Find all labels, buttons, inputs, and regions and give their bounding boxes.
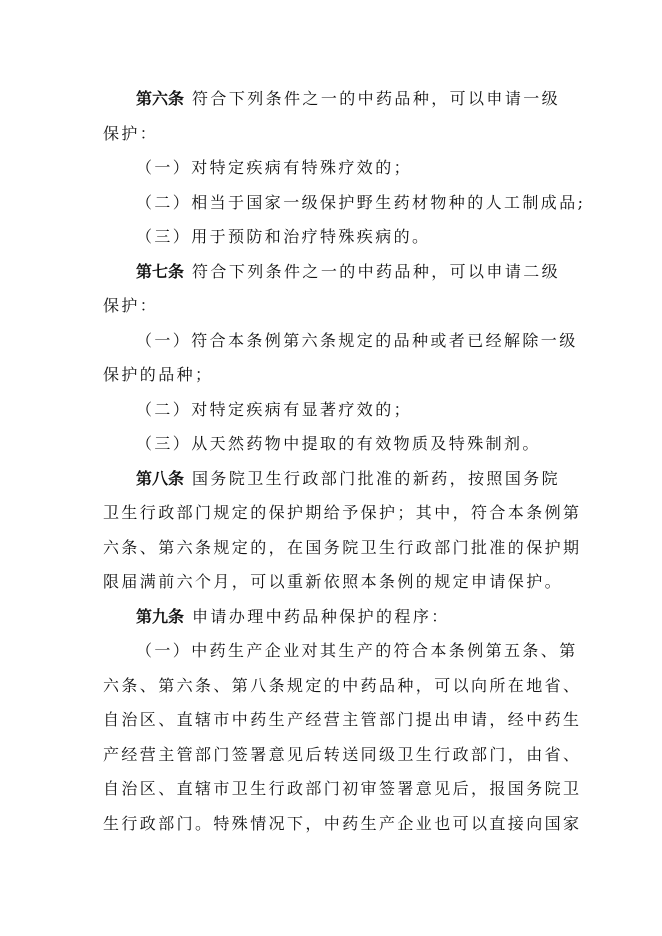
document-line bbox=[103, 600, 563, 635]
article-heading: 第八条 bbox=[136, 468, 185, 488]
line-text: （三）用于预防和治疗特殊疾病的。 bbox=[136, 227, 431, 246]
line-text: （一）对特定疾病有特殊疗效的； bbox=[136, 158, 413, 177]
line-text: 产经营主管部门签署意见后转送同级卫生行政部门，由省、 bbox=[103, 744, 582, 764]
document-line bbox=[103, 772, 582, 807]
article-heading: 第六条 bbox=[136, 89, 185, 108]
document-line bbox=[103, 324, 578, 359]
line-text: 申请办理中药品种保护的程序： bbox=[192, 606, 450, 626]
line-text: 六条、第六条规定的，在国务院卫生行政部门批准的保护期 bbox=[103, 537, 582, 557]
article-heading: 第九条 bbox=[136, 606, 185, 626]
line-text: 限届满前六个月，可以重新依照本条例的规定申请保护。 bbox=[103, 572, 564, 591]
document-line bbox=[103, 151, 563, 186]
line-text: （三）从天然药物中提取的有效物质及特殊制剂。 bbox=[136, 434, 541, 453]
document-line bbox=[103, 186, 586, 221]
document-line bbox=[103, 358, 563, 393]
document-line bbox=[103, 738, 582, 773]
line-text: 自治区、直辖市卫生行政部门初审签署意见后，报国务院卫 bbox=[103, 779, 582, 798]
line-text: 符合下列条件之一的中药品种，可以申请一级 bbox=[192, 89, 561, 108]
line-text: 六条、第六条、第八条规定的中药品种，可以向所在地省、 bbox=[103, 675, 582, 695]
document-line bbox=[103, 220, 563, 255]
line-text: （二）相当于国家一级保护野生药材物种的人工制成品; bbox=[136, 192, 586, 212]
document-line bbox=[103, 117, 563, 152]
line-text: 国务院卫生行政部门批准的新药，按照国务院 bbox=[192, 468, 561, 488]
document-line bbox=[103, 565, 563, 600]
line-text: （一）符合本条例第六条规定的品种或者已经解除一级 bbox=[136, 330, 578, 350]
document-line bbox=[103, 255, 563, 290]
line-text: 保护： bbox=[103, 123, 159, 143]
document-line bbox=[103, 703, 582, 738]
document-line bbox=[103, 496, 582, 531]
document-line bbox=[103, 393, 563, 428]
line-text: （一）中药生产企业对其生产的符合本条例第五条、第 bbox=[136, 641, 578, 660]
line-text: 自治区、直辖市中药生产经营主管部门提出申请，经中药生 bbox=[103, 710, 582, 729]
article-heading: 第七条 bbox=[136, 261, 185, 281]
document-line bbox=[103, 634, 578, 669]
line-text: 生行政部门。特殊情况下，中药生产企业也可以直接向国家 bbox=[103, 813, 582, 833]
document-line bbox=[103, 462, 563, 497]
document-line bbox=[103, 289, 563, 324]
line-text: 保护： bbox=[103, 296, 159, 315]
document-line bbox=[103, 669, 582, 704]
document-line bbox=[103, 531, 582, 566]
line-text: 卫生行政部门规定的保护期给予保护；其中，符合本条例第 bbox=[103, 503, 582, 522]
document-line bbox=[103, 427, 563, 462]
document-page bbox=[103, 82, 586, 841]
line-text: （二）对特定疾病有显著疗效的； bbox=[136, 399, 413, 419]
document-line bbox=[103, 807, 582, 842]
line-text: 保护的品种； bbox=[103, 365, 214, 384]
line-text: 符合下列条件之一的中药品种，可以申请二级 bbox=[192, 261, 561, 281]
document-line bbox=[103, 82, 563, 117]
